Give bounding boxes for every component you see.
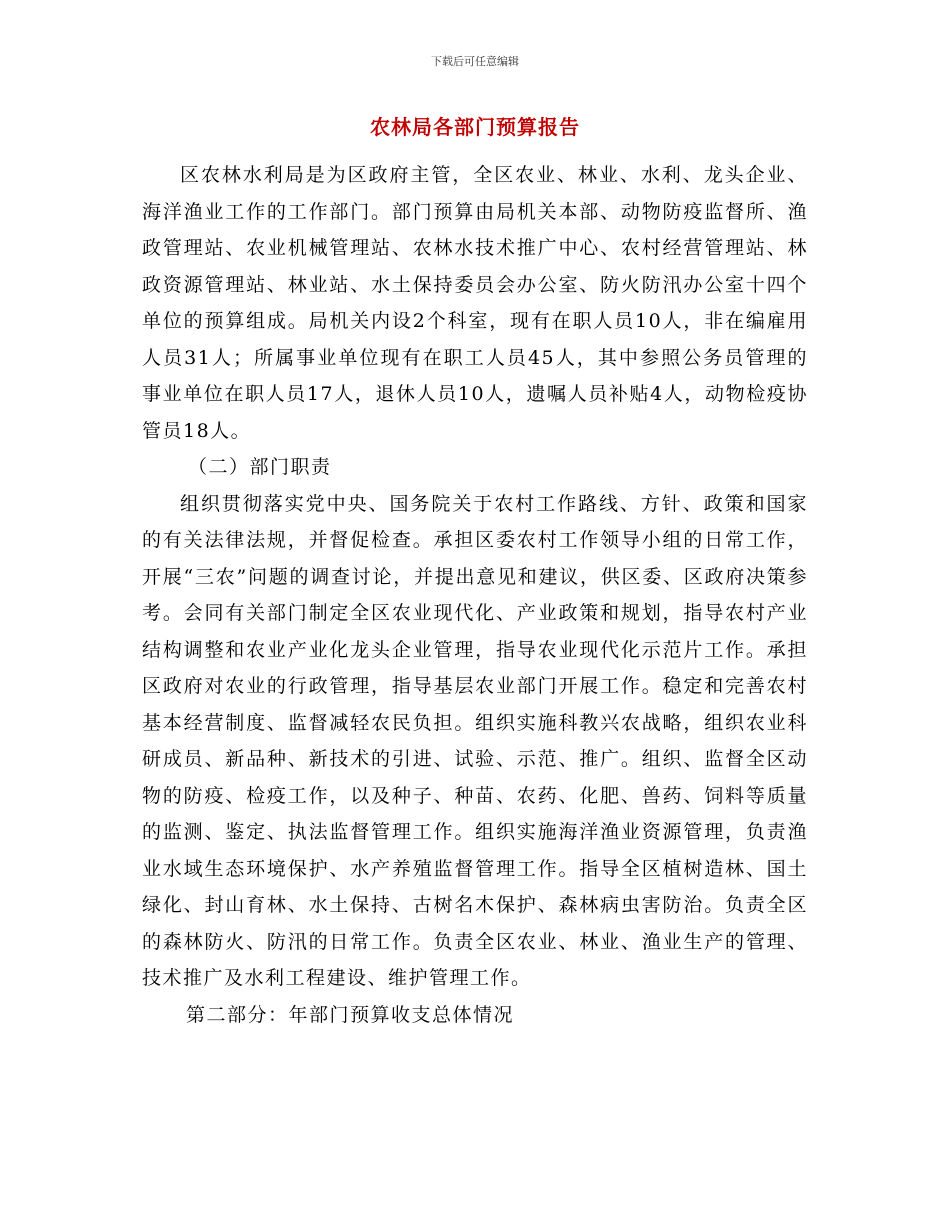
- part-two-heading: 第二部分：年部门预算收支总体情况: [186, 1003, 515, 1026]
- document-title: 农林局各部门预算报告: [370, 115, 580, 139]
- duties-paragraph: 组织贯彻落实党中央、国务院关于农村工作路线、方针、政策和国家的有关法律法规，并督促检查。承担区委农村工作领导小组的日常工作，开展“三农”问题的调查讨论，并提出意见和建议，供区委、区政府决策参考。会同有关部门制定全区农业现代化、产业政策和规划，指导农村产业结构调整和农业产业化龙头企业管理，指导农业现代化示范片工作。承担区政府对农业的行政管理，指导基层农业部门开展工作。稳定和完善农村基本经营制度、监督减轻农民负担。组织实施科教兴农战略，组织农业科研成员、新品种、新技术的引进、试验、示范、推广。组织、监督全区动物的防疫、检疫工作，以及种子、种苗、农药、化肥、兽药、饲料等质量的监测、鉴定、执法监督管理工作。组织实施海洋渔业资源管理，负责渔业水域生态环境保护、水产养殖监督管理工作。指导全区植树造林、国土绿化、封山育林、水土保持、古树名木保护、森林病虫害防治。负责全区的森林防火、防汛的日常工作。负责全区农业、林业、渔业生产的管理、技术推广及水利工程建设、维护管理工作。: [142, 492, 808, 989]
- page-header-note: 下载后可任意编辑: [431, 55, 519, 68]
- section-duties-heading: （二）部门职责: [188, 456, 332, 478]
- intro-paragraph: 区农林水利局是为区政府主管，全区农业、林业、水利、龙头企业、海洋渔业工作的工作部门。部门预算由局机关本部、动物防疫监督所、渔政管理站、农业机械管理站、农林水技术推广中心、农村经营管理站、林政资源管理站、林业站、水土保持委员会办公室、防火防汛办公室十四个单位的预算组成。局机关内设2个科室，现有在职人员10人，非在编雇用人员31人；所属事业单位现有在职工人员45人，其中参照公务员管理的事业单位在职人员17人，退休人员10人，遗嘱人员补贴4人，动物检疫协管员18人。: [142, 164, 808, 442]
- document-body: [142, 157, 808, 1033]
